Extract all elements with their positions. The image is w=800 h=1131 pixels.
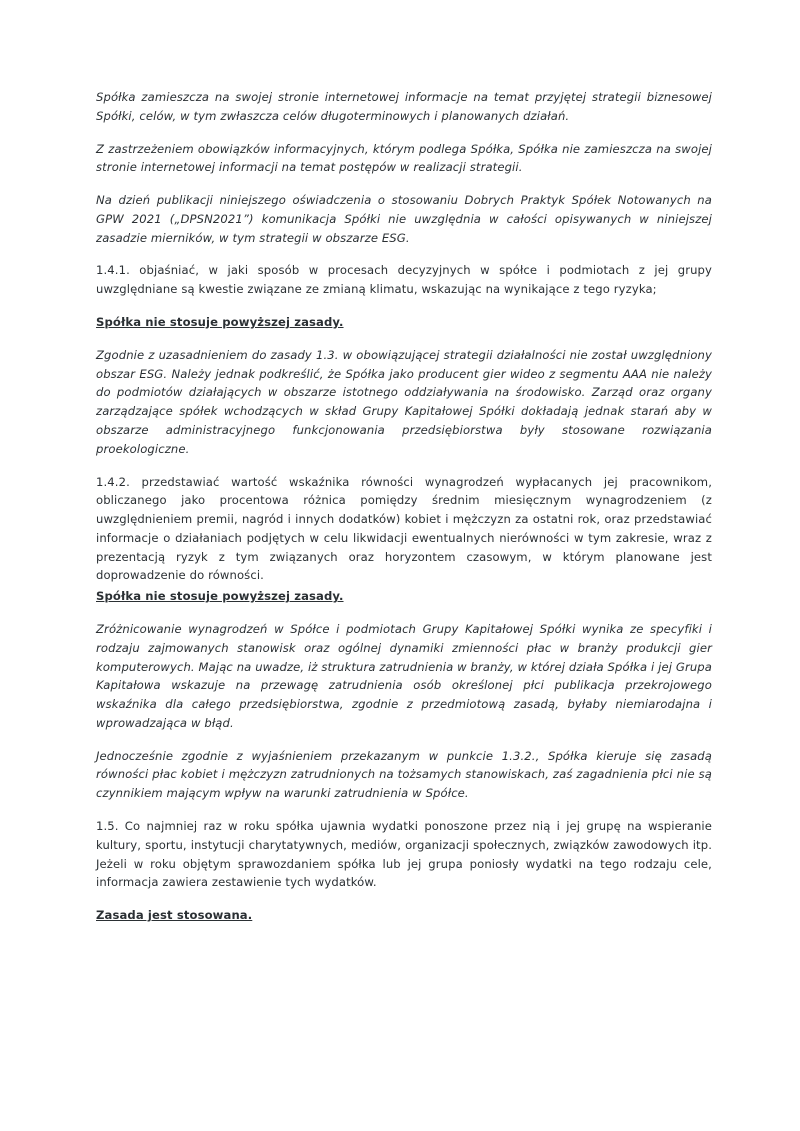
paragraph-principle-1-4-2: 1.4.2. przedstawiać wartość wskaźnika równości wynagrodzeń wypłacanych jej pracownikom, obliczanego jako procentowa różnica pomiędzy średnim miesięcznym wynagrodzeniem (z uwzględnieniem premii, nagród i innych dodatków) kobiet i mężczyzn za ostatni rok, oraz przedstawiać informacje o działaniach podjętych w celu likwidacji ewentualnych nierówności w tym zakresie, wraz z prezentacją ryzyk z tym związanych oraz horyzontem czasowym, w którym planowane jest doprowadzenie do równości. [96,474,712,583]
paragraph-esg-explanation: Zgodnie z uzasadnieniem do zasady 1.3. w obowiązującej strategii działalności nie został uwzględniony obszar ESG. Należy jednak podkreślić, że Spółka jako producent gier wideo z segmentu AAA nie należy do podmiotów działających w obszarze istotnego oddziaływania na środowisko. Zarząd oraz organy zarządzające spółek wchodzących w skład Grupy Kapitałowej Spółki dokładają jednak starań aby w obszarze administracyjnego funkcjonowania przedsiębiorstwa były stosowane rozwiązania proekologiczne. [96,347,712,456]
statement-applied: Zasada jest stosowana. [96,908,253,923]
paragraph-principle-1-4-1: 1.4.1. objaśniać, w jaki sposób w procesach decyzyjnych w spółce i podmiotach z jej grupy uwzględniane są kwestie związane ze zmianą klimatu, wskazując na wynikające z tego ryzyka; [96,263,712,297]
statement-not-applied-2: Spółka nie stosuje powyższej zasady. [96,589,344,604]
paragraph-strategy-publication: Spółka zamieszcza na swojej stronie internetowej informacje na temat przyjętej strategii biznesowej Spółki, celów, w tym zwłaszcza celów długoterminowych i planowanych działań. [96,90,712,123]
paragraph-principle-1-5: 1.5. Co najmniej raz w roku spółka ujawnia wydatki ponoszone przez nią i jej grupę na wspieranie kultury, sportu, instytucji charytatywnych, mediów, organizacji społecznych, związków zawodowych itp. Jeżeli w roku objętym sprawozdaniem spółka lub jej grupa poniosły wydatki na tego rodzaju cele, informacja zawiera zestawienie tych wydatków. [96,819,712,890]
document-body [96,88,712,925]
paragraph-dpsn2021: Na dzień publikacji niniejszego oświadczenia o stosowaniu Dobrych Praktyk Spółek Notowanych na GPW 2021 („DPSN2021”) komunikacja Spółki nie uwzględnia w całości opisywanych w niniejszej zasadzie mierników, w tym strategii w obszarze ESG. [96,193,712,245]
paragraph-no-progress-info: Z zastrzeżeniem obowiązków informacyjnych, którym podlega Spółka, Spółka nie zamieszcza na swojej stronie internetowej informacji na temat postępów w realizacji strategii. [96,141,712,175]
paragraph-equal-pay-principle: Jednocześnie zgodnie z wyjaśnieniem przekazanym w punkcie 1.3.2., Spółka kieruje się zasadą równości płac kobiet i mężczyzn zatrudnionych na tożsamych stanowiskach, zaś zagadnienia płci nie są czynnikiem mającym wpływ na warunki zatrudnienia w Spółce. [96,748,712,801]
paragraph-pay-gap-explanation: Zróżnicowanie wynagrodzeń w Spółce i podmiotach Grupy Kapitałowej Spółki wynika ze specyfiki i rodzaju zajmowanych stanowisk oraz ogólnej dynamiki zmienności płac w branży produkcji gier komputerowych. Mając na uwadze, iż struktura zatrudnienia w branży, w której działa Spółka i jej Grupa Kapitałowa wskazuje na przewagę zatrudnienia osób określonej płci publikacja przekrojowego wskaźnika dla całego przedsiębiorstwa, zgodnie z przedmiotową zasadą, byłaby niemiarodajna i wprowadzająca w błąd. [96,621,713,730]
statement-not-applied-1: Spółka nie stosuje powyższej zasady. [96,315,344,330]
